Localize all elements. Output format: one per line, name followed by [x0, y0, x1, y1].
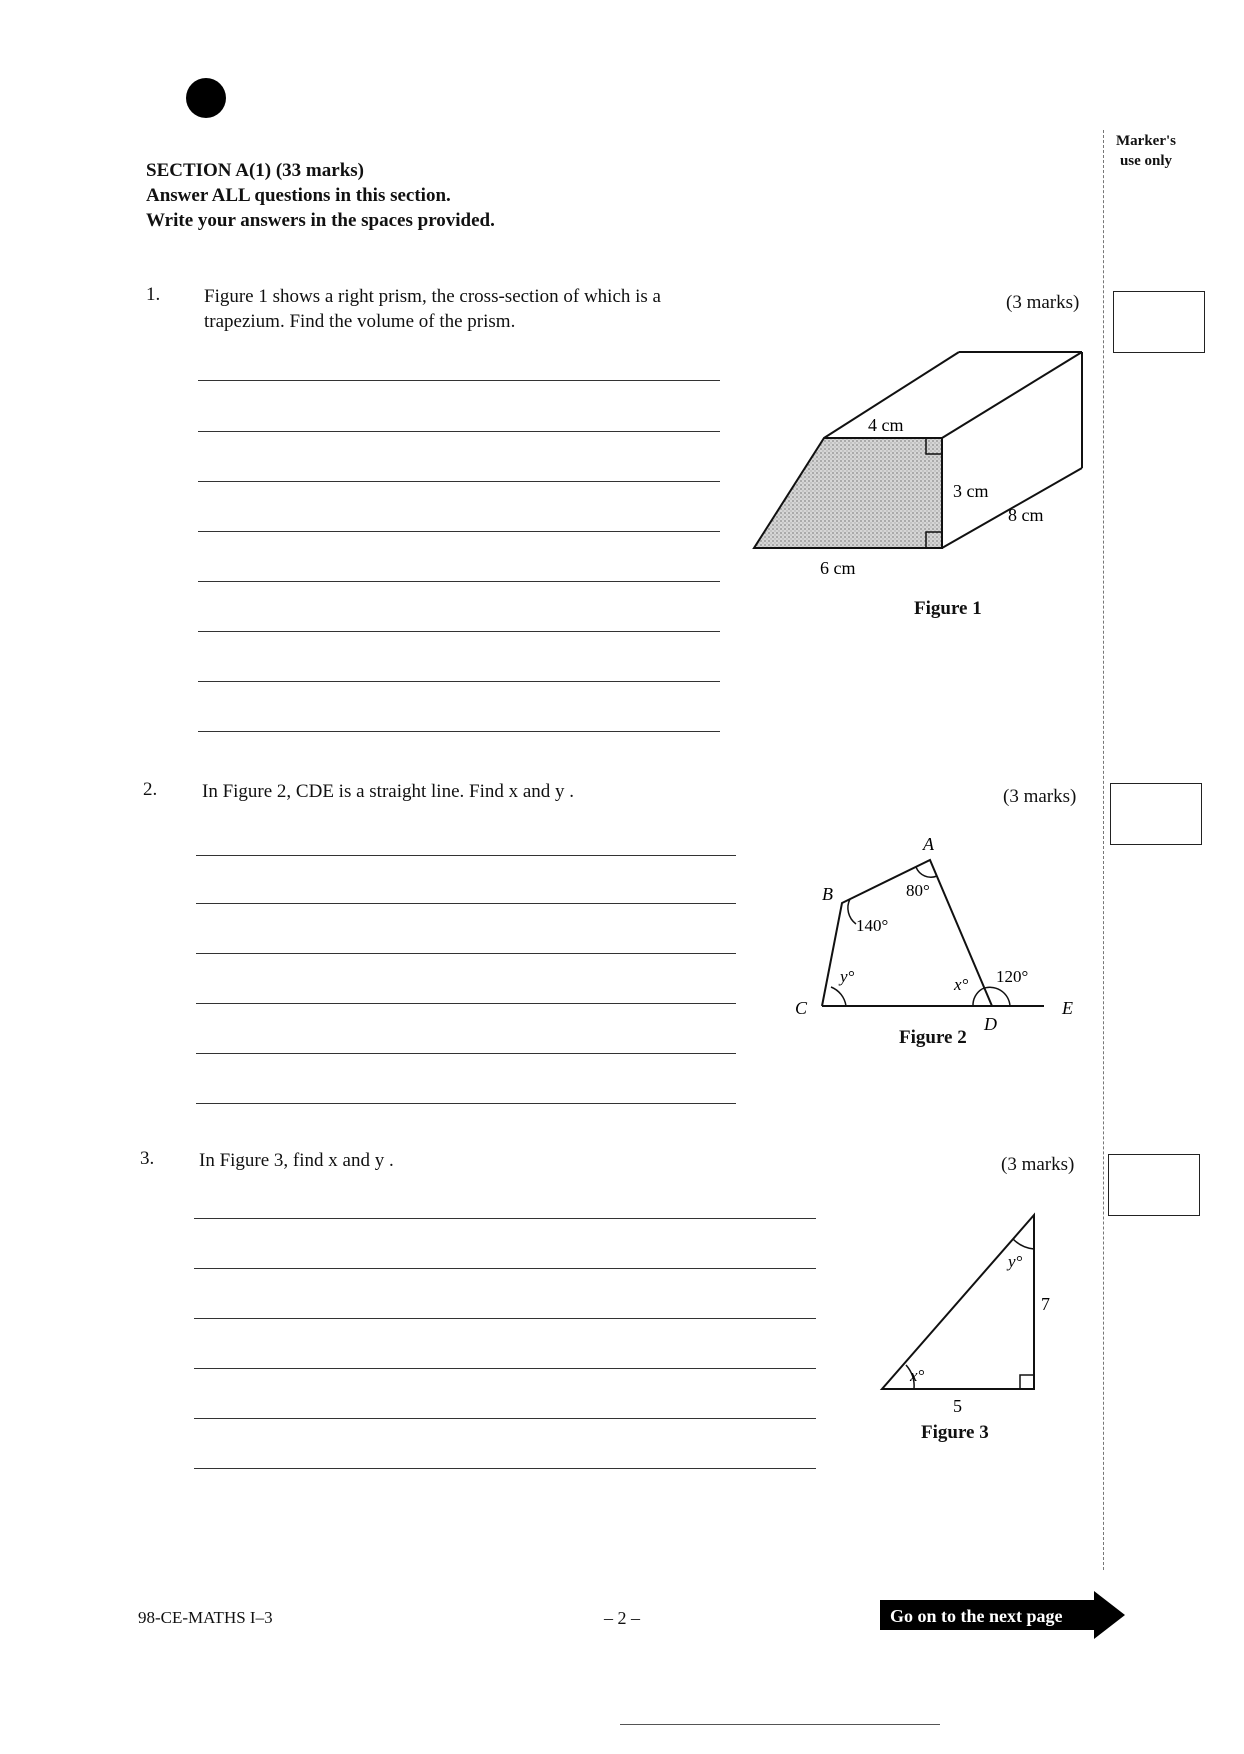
answer-line[interactable] [198, 481, 720, 482]
figure-2-caption: Figure 2 [899, 1027, 967, 1048]
answer-line[interactable] [194, 1418, 816, 1419]
next-page-label: Go on to the next page [890, 1606, 1063, 1626]
question-3-answer-space[interactable] [194, 1218, 816, 1478]
figure-2-angle-arc-d [973, 989, 982, 1006]
figure-1-label-depth: 8 cm [1008, 505, 1044, 525]
answer-line[interactable] [194, 1318, 816, 1319]
answer-line[interactable] [198, 681, 720, 682]
answer-line[interactable] [196, 855, 736, 856]
figure-3-angle-y: y° [1008, 1252, 1023, 1271]
figure-2-point-a: A [923, 834, 934, 854]
marker-use-label [1091, 131, 1201, 171]
figure-3-triangle [882, 1215, 1034, 1389]
figure-3-angle-x: x° [910, 1366, 925, 1385]
figure-1-label-top: 4 cm [868, 415, 904, 435]
figure-1-edge [942, 352, 1082, 438]
answer-line[interactable] [198, 731, 720, 732]
figure-1-prism [740, 340, 1100, 630]
marker-label-line-2: use only [1119, 153, 1173, 169]
answer-line[interactable] [196, 953, 736, 954]
answer-line[interactable] [194, 1468, 816, 1469]
figure-2-angle-arc-b [848, 899, 856, 924]
question-3-marks: (3 marks) [1001, 1154, 1075, 1175]
answer-line[interactable] [198, 380, 720, 381]
answer-line[interactable] [196, 1053, 736, 1054]
section-title: SECTION A(1) (33 marks) [146, 160, 364, 181]
figure-2-point-e: E [1062, 998, 1073, 1018]
marker-label-line-1: Marker's [1116, 133, 1176, 149]
figure-1-label-bottom: 6 cm [820, 558, 856, 578]
question-2-marker-box[interactable] [1110, 783, 1202, 845]
figure-3-side-base: 5 [953, 1396, 962, 1416]
page-number: – 2 – [604, 1608, 640, 1628]
figure-3-caption: Figure 3 [921, 1422, 989, 1443]
figure-2-angle-c: y° [840, 967, 855, 986]
section-instruction-2: Write your answers in the spaces provided. [146, 210, 495, 231]
question-1-text-line-2: trapezium. Find the volume of the prism. [204, 311, 516, 332]
answer-line[interactable] [194, 1218, 816, 1219]
figure-2-angle-ext: 120° [996, 967, 1029, 986]
figure-2-angle-a: 80° [906, 881, 930, 900]
question-1-answer-space[interactable] [198, 380, 720, 740]
answer-line[interactable] [196, 903, 736, 904]
figure-1-label-height: 3 cm [953, 481, 989, 501]
question-3-text: In Figure 3, find x and y . [199, 1150, 394, 1171]
answer-line[interactable] [198, 631, 720, 632]
marker-column-divider [1103, 130, 1104, 1570]
answer-line[interactable] [198, 581, 720, 582]
figure-1-trapezium-face [754, 438, 942, 548]
question-1-number: 1. [146, 284, 161, 305]
question-1-text [204, 284, 764, 334]
answer-line[interactable] [196, 1103, 736, 1104]
figure-3-right-triangle [870, 1205, 1070, 1420]
question-1-marks: (3 marks) [1006, 292, 1080, 313]
section-heading [146, 158, 495, 233]
answer-line[interactable] [194, 1268, 816, 1269]
answer-line[interactable] [198, 431, 720, 432]
figure-2-angle-b: 140° [856, 916, 889, 935]
registration-dot [186, 78, 226, 118]
figure-3-angle-arc-y [1013, 1239, 1034, 1249]
bottom-divider [620, 1724, 940, 1725]
figure-2-angle-d: x° [954, 975, 969, 994]
figure-2-point-c: C [795, 998, 808, 1018]
paper-code: 98-CE-MATHS I–3 [138, 1608, 273, 1627]
question-2-number: 2. [143, 779, 158, 800]
figure-2-quadrilateral [780, 820, 1100, 1034]
question-3-number: 3. [140, 1148, 155, 1169]
next-page-arrow[interactable] [880, 1591, 1125, 1639]
figure-2-point-d: D [984, 1014, 997, 1034]
answer-line[interactable] [198, 531, 720, 532]
section-instruction-1: Answer ALL questions in this section. [146, 185, 451, 206]
question-1-text-line-1: Figure 1 shows a right prism, the cross-section of which is a [204, 286, 661, 307]
figure-1-caption: Figure 1 [914, 598, 982, 619]
figure-2-angle-arc-c [831, 987, 846, 1006]
question-1-marker-box[interactable] [1113, 291, 1205, 353]
question-2-answer-space[interactable] [196, 855, 736, 1115]
question-2-text: In Figure 2, CDE is a straight line. Find x and y . [202, 781, 575, 802]
figure-3-right-angle-mark [1020, 1375, 1034, 1389]
figure-2-point-b: B [822, 884, 833, 904]
answer-line[interactable] [194, 1368, 816, 1369]
question-2-marks: (3 marks) [1003, 786, 1077, 807]
answer-line[interactable] [196, 1003, 736, 1004]
figure-3-side-vertical: 7 [1041, 1294, 1050, 1314]
question-3-marker-box[interactable] [1108, 1154, 1200, 1216]
